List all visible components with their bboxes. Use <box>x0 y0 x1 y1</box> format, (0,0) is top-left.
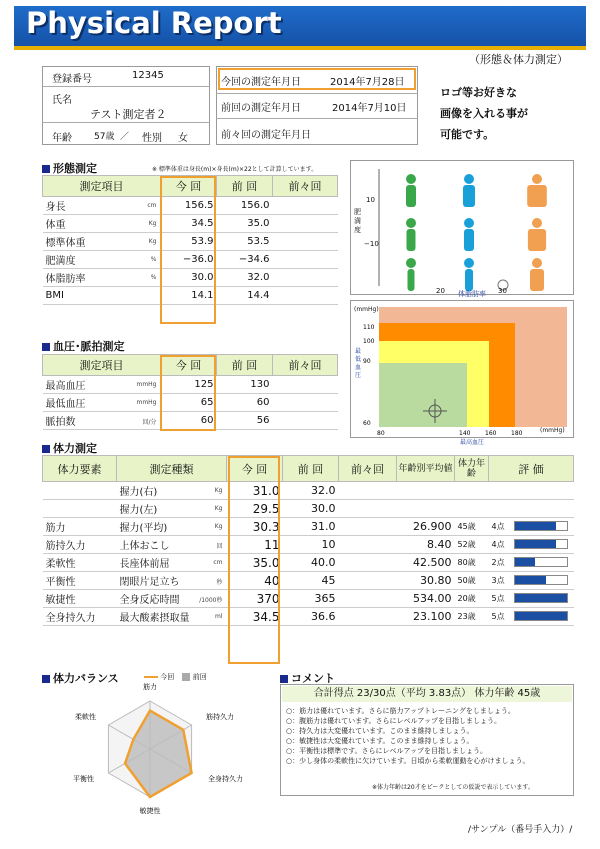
cur-value: 31.0 <box>227 482 283 500</box>
comment-line: ○：少し身体の柔軟性に欠けています。日頃から柔軟運動を心がけましょう。 <box>286 757 530 765</box>
bp-unit-x: (mmHg) <box>540 427 565 434</box>
cur-value: 156.5 <box>161 197 217 215</box>
balance-radar-chart <box>73 683 250 815</box>
bp-table: 測定項目 今 回 前 回 前々回 最高血圧 mmHg 125 130 最低血圧 mmHg 65 60 脈拍数 回/分 60 56 <box>42 354 338 430</box>
age-average: 8.40 <box>397 536 455 554</box>
radar-axis-label: 平衡性 <box>73 775 94 783</box>
bp-ytick: 100 <box>363 338 375 345</box>
prev2-value <box>273 394 338 412</box>
logo-placeholder: ロゴ等お好きな 画像を入れる事が 可能です。 <box>440 86 528 141</box>
score-bar <box>514 521 568 531</box>
body-note: ※ 標準体重は身長(m)×身長(m)×22として計算しています。 <box>152 166 318 173</box>
fitness-age <box>455 482 489 500</box>
test-type: 上体おこし 回 <box>117 536 227 554</box>
bp-chart <box>350 300 574 438</box>
body-type-figure <box>463 174 475 207</box>
prev2-value <box>339 554 397 572</box>
prev2-value <box>273 197 338 215</box>
prev-value: 32.0 <box>217 269 273 287</box>
comment-line: ○：腹筋力は優れています。さらにレベルアップを目指しましょう。 <box>286 717 502 725</box>
prev-value: 31.0 <box>283 518 339 536</box>
prev2-value <box>273 412 338 430</box>
bp-unit-y: (mmHg) <box>354 306 379 313</box>
legend-previous-swatch <box>182 673 190 681</box>
obesity-xtick-2: 30 <box>498 287 507 295</box>
age-average <box>397 482 455 500</box>
prev2-value <box>273 215 338 233</box>
name-value: テスト測定者２ <box>90 108 167 121</box>
evaluation: 5点 <box>489 608 574 626</box>
prev2-value <box>273 376 338 394</box>
score-bar-fill <box>515 594 567 602</box>
body-type-figure <box>528 218 546 251</box>
prev-value: 53.5 <box>217 233 273 251</box>
bp-section-title: 血圧･脈拍測定 <box>42 338 125 354</box>
prev-date-label: 前回の測定年月日 <box>221 103 301 114</box>
element: 筋力 <box>43 518 117 536</box>
body-current-highlight <box>160 176 216 324</box>
prev2-value <box>339 482 397 500</box>
bp-xtick: 160 <box>485 430 497 437</box>
comment-summary: 合計得点 23/30点（平均 3.83点） 体力年齢 45歳 <box>282 686 572 702</box>
zone-normal <box>379 363 467 427</box>
fitness-row <box>43 572 574 590</box>
fitness-age: 20歳 <box>455 590 489 608</box>
bp-xtick: 180 <box>511 430 523 437</box>
body-type-figure <box>527 174 547 207</box>
report-subtitle: （形態＆体力測定） <box>469 53 568 66</box>
sex-value: 女 <box>178 133 188 144</box>
radar-axis-label: 敏捷性 <box>139 807 161 815</box>
row-label: 最低血圧 mmHg <box>43 394 161 412</box>
prev-value: −34.6 <box>217 251 273 269</box>
fitness-row <box>43 554 574 572</box>
fitness-age: 23歳 <box>455 608 489 626</box>
footer-note: /サンプル（番号手入力）/ <box>468 825 573 835</box>
prev-value: 56 <box>217 412 273 430</box>
cur-value: 14.1 <box>161 287 217 305</box>
bp-ylabel: 最低血圧 <box>355 348 362 379</box>
fitness-row <box>43 590 574 608</box>
score-bar <box>514 575 568 585</box>
radar-axis-label: 全身持久力 <box>208 775 243 783</box>
radar-axis-label: 柔軟性 <box>75 713 96 721</box>
row-label: 肥満度 % <box>43 251 161 269</box>
test-type: 長座体前屈 cm <box>117 554 227 572</box>
obesity-xtick-1: 20 <box>436 287 445 295</box>
prev2-value <box>339 500 397 518</box>
cur-value: 29.5 <box>227 500 283 518</box>
cur-value: 60 <box>161 412 217 430</box>
prev2-value <box>339 590 397 608</box>
comment-lines <box>286 706 530 766</box>
prev-date-value: 2014年7月10日 <box>332 103 407 114</box>
row-label: 標準体重 Kg <box>43 233 161 251</box>
report-title: Physical Report <box>26 6 282 40</box>
score-bar-fill <box>515 540 557 548</box>
body-type-figure <box>464 218 474 251</box>
obesity-xlabel: 体脂肪率 <box>458 290 486 298</box>
fitness-row <box>43 500 574 518</box>
fitness-age <box>455 500 489 518</box>
id-label: 登録番号 <box>52 74 92 85</box>
bp-xlabel: 最高血圧 <box>460 439 485 446</box>
prev-value: 32.0 <box>283 482 339 500</box>
age-average: 42.500 <box>397 554 455 572</box>
comment-line: ○：持久力は大変優れています。このまま維持しましょう。 <box>286 727 474 735</box>
element: 柔軟性 <box>43 554 117 572</box>
evaluation: 4点 <box>489 518 574 536</box>
legend-current-line <box>144 676 158 678</box>
body-table: 測定項目 今 回 前 回 前々回 身長 cm 156.5 156.0 体重 Kg 34.5 35.0 標準体重 Kg 53.9 53.5 肥満度 % −36.0 −34.6 体脂肪率 % 30.0 32.0 BMI 14.1 14.4 <box>42 175 338 305</box>
prev2-date-label: 前々回の測定年月日 <box>221 130 311 141</box>
cur-date-value: 2014年7月28日 <box>330 77 405 88</box>
body-type-figure <box>464 258 474 291</box>
radar-axis-label: 筋持久力 <box>206 713 234 721</box>
prev2-value <box>273 233 338 251</box>
prev2-value <box>339 536 397 554</box>
fitness-current-highlight <box>228 456 280 664</box>
balance-legend: 今回 前回 <box>144 672 207 682</box>
prev2-value <box>339 608 397 626</box>
prev2-value <box>273 269 338 287</box>
bp-ytick: 110 <box>363 324 375 331</box>
obesity-ytick-2: −10 <box>364 240 379 248</box>
fitness-age: 50歳 <box>455 572 489 590</box>
element <box>43 500 117 518</box>
score-bar-fill <box>515 612 567 620</box>
prev-value: 45 <box>283 572 339 590</box>
score-bar <box>514 611 568 621</box>
test-type: 握力(平均) Kg <box>117 518 227 536</box>
comment-line: ○：筋力は優れています。さらに筋力アップトレーニングをしましょう。 <box>286 707 515 715</box>
row-label: 最高血圧 mmHg <box>43 376 161 394</box>
obesity-ytick-1: 10 <box>366 196 375 204</box>
test-type: 握力(右) Kg <box>117 482 227 500</box>
row-label: 身長 cm <box>43 197 161 215</box>
age-average: 534.00 <box>397 590 455 608</box>
prev2-value <box>339 572 397 590</box>
bp-ytick: 60 <box>363 420 371 427</box>
prev-value: 156.0 <box>217 197 273 215</box>
bp-current-highlight <box>160 355 216 431</box>
obesity-chart <box>350 160 574 295</box>
score-bar-fill <box>515 522 557 530</box>
test-type: 閉眼片足立ち 秒 <box>117 572 227 590</box>
fitness-row <box>43 482 574 500</box>
age-label: 年齢 <box>52 133 72 144</box>
test-type: 握力(左) Kg <box>117 500 227 518</box>
body-type-figure <box>530 258 544 291</box>
prev-value: 36.6 <box>283 608 339 626</box>
prev-value: 365 <box>283 590 339 608</box>
evaluation <box>489 500 574 518</box>
prev2-value <box>273 287 338 305</box>
test-type: 最大酸素摂取量 ml <box>117 608 227 626</box>
prev-value: 130 <box>217 376 273 394</box>
element <box>43 482 117 500</box>
evaluation: 4点 <box>489 536 574 554</box>
age-value: 57歳 <box>94 132 115 142</box>
sex-label: 性別 <box>142 133 162 144</box>
test-type: 全身反応時間 /1000秒 <box>117 590 227 608</box>
fitness-table: 体力要素 測定種類 今 回 前 回 前々回 年齢別平均値 体力年齢 評 価 握力(右) Kg 31.0 32.0 握力(左) Kg 29.5 30.0 筋力 握力(平均) Kg 30.3 31.0 26.900 45歳 4点 筋持久力 上体おこし 回 11 10 8.40 52歳 4点 柔軟性 長座体前屈 cm 35.0 40.0 42.500 80歳 2点 平衡性 閉眼片足立ち 秒 40 45 30.80 50歳 3点 敏捷性 全身反応時間 /1000秒 370 365 534.00 20歳 5点 全身持久力 最大酸素摂取量 ml 34.5 36.6 23.100 23歳 5点 <box>42 455 574 626</box>
score-bar <box>514 557 568 567</box>
prev-value: 40.0 <box>283 554 339 572</box>
element: 全身持久力 <box>43 608 117 626</box>
prev2-value <box>339 518 397 536</box>
obesity-ylabel: 肥満度 <box>354 208 361 234</box>
cur-date-label: 今回の測定年月日 <box>221 77 301 88</box>
fitness-row <box>43 536 574 554</box>
body-type-figure <box>406 218 416 251</box>
cur-value: 53.9 <box>161 233 217 251</box>
body-section-title: 形態測定 <box>42 160 97 176</box>
cur-value: 34.5 <box>227 608 283 626</box>
cur-value: 11 <box>227 536 283 554</box>
cur-value: 65 <box>161 394 217 412</box>
separator: ／ <box>120 132 130 142</box>
evaluation <box>489 482 574 500</box>
comment-line: ○：敏捷性は大変優れています。このまま維持しましょう。 <box>286 737 474 745</box>
score-bar <box>514 593 568 603</box>
cur-value: −36.0 <box>161 251 217 269</box>
fitness-section-title: 体力測定 <box>42 440 97 456</box>
row-label: 体重 Kg <box>43 215 161 233</box>
comment-footnote: ※体力年齢は20才をピークとしての仮説で表示しています。 <box>372 784 534 791</box>
score-bar <box>514 539 568 549</box>
row-label: BMI <box>43 287 161 305</box>
score-bar-fill <box>515 558 536 566</box>
radar-axis-label: 筋力 <box>143 683 157 691</box>
element: 平衡性 <box>43 572 117 590</box>
row-label: 体脂肪率 % <box>43 269 161 287</box>
score-bar-fill <box>515 576 546 584</box>
bp-xtick: 140 <box>459 430 471 437</box>
comment-section-title: コメント <box>280 670 335 686</box>
prev2-value <box>273 251 338 269</box>
fitness-row <box>43 608 574 626</box>
fitness-age: 52歳 <box>455 536 489 554</box>
bp-xtick: 80 <box>377 430 385 437</box>
fitness-age: 80歳 <box>455 554 489 572</box>
bp-ytick: 90 <box>363 358 371 365</box>
body-type-figure <box>406 174 416 207</box>
element: 敏捷性 <box>43 590 117 608</box>
evaluation: 5点 <box>489 590 574 608</box>
cur-value: 30.0 <box>161 269 217 287</box>
id-value: 12345 <box>132 70 164 81</box>
fitness-age: 45歳 <box>455 518 489 536</box>
evaluation: 3点 <box>489 572 574 590</box>
age-average: 30.80 <box>397 572 455 590</box>
balance-section-title: 体力バランス <box>42 670 119 686</box>
age-average: 26.900 <box>397 518 455 536</box>
cur-value: 35.0 <box>227 554 283 572</box>
prev-value: 14.4 <box>217 287 273 305</box>
prev-value: 60 <box>217 394 273 412</box>
cur-value: 125 <box>161 376 217 394</box>
name-label: 氏名 <box>52 95 72 106</box>
row-label: 脈拍数 回/分 <box>43 412 161 430</box>
element: 筋持久力 <box>43 536 117 554</box>
cur-value: 370 <box>227 590 283 608</box>
fitness-row <box>43 518 574 536</box>
evaluation: 2点 <box>489 554 574 572</box>
prev-value: 10 <box>283 536 339 554</box>
comment-line: ○：平衡性は標準です。さらにレベルアップを目指しましょう。 <box>286 747 488 755</box>
age-average <box>397 500 455 518</box>
cur-value: 40 <box>227 572 283 590</box>
prev-value: 30.0 <box>283 500 339 518</box>
age-average: 23.100 <box>397 608 455 626</box>
prev-value: 35.0 <box>217 215 273 233</box>
cur-value: 34.5 <box>161 215 217 233</box>
body-type-figure <box>406 258 416 291</box>
cur-value: 30.3 <box>227 518 283 536</box>
